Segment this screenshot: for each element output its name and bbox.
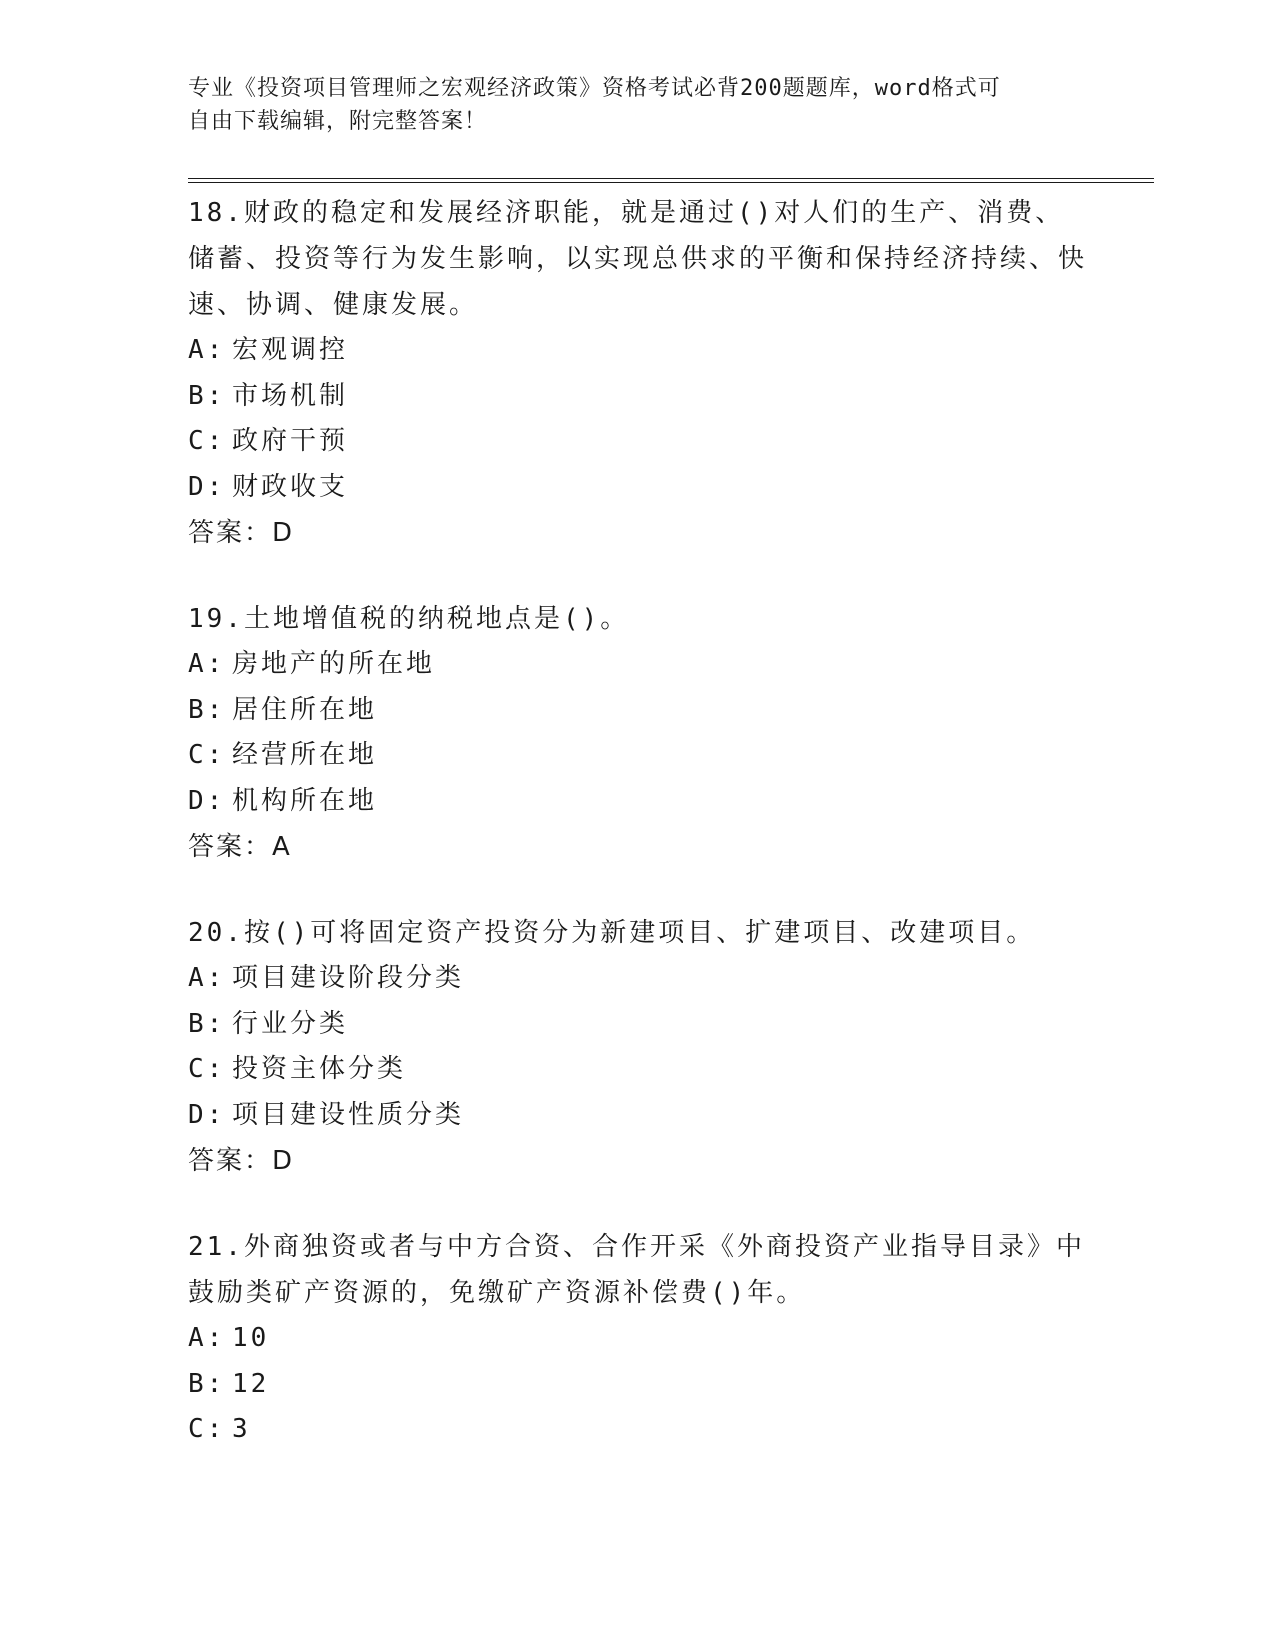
option-letter: B: — [188, 380, 226, 411]
question-18 — [188, 190, 1088, 556]
question-stem: 19.土地增值税的纳税地点是()。 — [188, 604, 630, 634]
option-a — [188, 642, 1088, 688]
question-list — [188, 190, 1088, 1493]
option-letter: B: — [188, 1368, 226, 1399]
question-stem: 18.财政的稳定和发展经济职能，就是通过()对人们的生产、消费、储蓄、投资等行为发生影响，以实现总供求的平衡和保持经济持续、快速、协调、健康发展。 — [188, 198, 1088, 320]
option-text: 12 — [232, 1368, 270, 1399]
option-d — [188, 465, 1088, 511]
option-text: 10 — [232, 1323, 270, 1353]
option-text: 项目建设阶段分类 — [232, 963, 465, 993]
option-letter: C: — [188, 426, 226, 456]
option-b — [188, 1002, 1088, 1048]
option-a — [188, 328, 1088, 374]
document-header — [188, 72, 1068, 138]
option-c — [188, 419, 1088, 465]
option-text: 居住所在地 — [232, 694, 378, 725]
option-letter: A: — [188, 963, 226, 993]
option-letter: C: — [188, 740, 226, 770]
option-letter: D: — [188, 471, 226, 502]
option-letter: D: — [188, 1099, 226, 1130]
option-letter: B: — [188, 694, 226, 725]
question-21 — [188, 1224, 1088, 1453]
option-letter: C: — [188, 1414, 226, 1444]
option-text: 经营所在地 — [232, 740, 378, 770]
answer-line: 答案：A — [188, 832, 292, 862]
option-text: 房地产的所在地 — [232, 649, 436, 679]
header-line-2: 自由下载编辑，附完整答案！ — [188, 109, 488, 134]
header-divider — [188, 178, 1154, 183]
option-text: 行业分类 — [232, 1008, 349, 1039]
question-stem: 21.外商独资或者与中方合资、合作开采《外商投资产业指导目录》中鼓励类矿产资源的，免缴矿产资源补偿费()年。 — [188, 1232, 1085, 1308]
answer-line: 答案：D — [188, 518, 295, 548]
option-d — [188, 779, 1088, 825]
option-letter: B: — [188, 1008, 226, 1039]
option-text: 宏观调控 — [232, 335, 349, 365]
option-b — [188, 1362, 1088, 1408]
answer-line: 答案：D — [188, 1146, 295, 1176]
question-19 — [188, 596, 1088, 870]
option-letter: A: — [188, 649, 226, 679]
option-c — [188, 1407, 1088, 1453]
option-a — [188, 956, 1088, 1002]
option-text: 机构所在地 — [232, 785, 378, 816]
option-d — [188, 1093, 1088, 1139]
option-text: 投资主体分类 — [232, 1054, 407, 1084]
option-letter: D: — [188, 785, 226, 816]
option-b — [188, 688, 1088, 734]
option-text: 项目建设性质分类 — [232, 1099, 465, 1130]
option-text: 3 — [232, 1414, 251, 1444]
option-letter: C: — [188, 1054, 226, 1084]
option-text: 市场机制 — [232, 380, 349, 411]
question-20 — [188, 910, 1088, 1184]
option-text: 政府干预 — [232, 426, 349, 456]
option-letter: A: — [188, 335, 226, 365]
header-line-1: 专业《投资项目管理师之宏观经济政策》资格考试必背200题题库，word格式可 — [188, 76, 1001, 101]
option-c — [188, 733, 1088, 779]
option-b — [188, 374, 1088, 420]
option-a — [188, 1316, 1088, 1362]
option-c — [188, 1047, 1088, 1093]
question-stem: 20.按()可将固定资产投资分为新建项目、扩建项目、改建项目。 — [188, 918, 1036, 948]
option-text: 财政收支 — [232, 471, 349, 502]
option-letter: A: — [188, 1323, 226, 1353]
